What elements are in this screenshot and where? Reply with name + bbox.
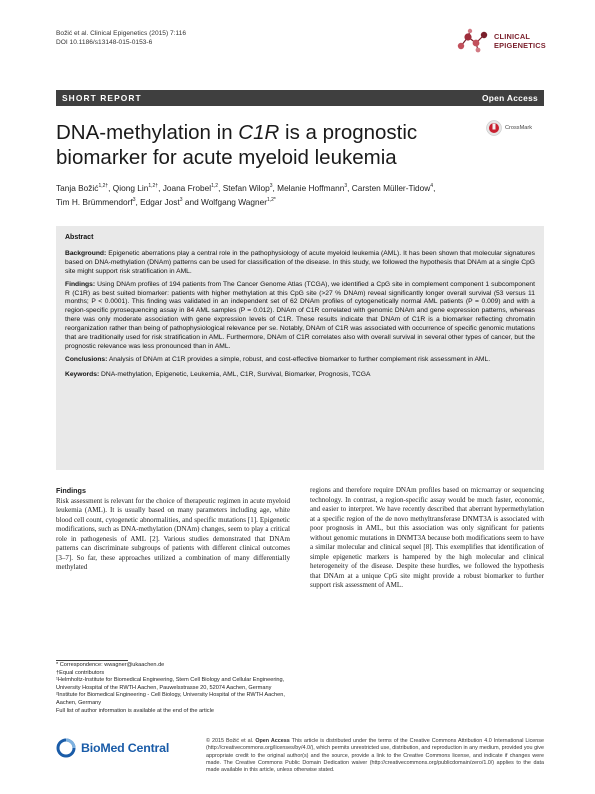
article-title: DNA-methylation in C1R is a prognostic biomarker for acute myeloid leukemia [56, 121, 418, 169]
publisher-logo[interactable] [56, 738, 196, 760]
body-paragraph: Risk assessment is relevant for the choice of therapeutic regimen in acute myeloid leukemia (AML). It is usually based on many parameters including age, white blood cell count, cytogenetic abnormalities, and specific mutations [1]. Epigenetic modifications, such as DNA-methylation (DNAm) changes, seem to play a critical role in pathogenesis of AML [2]. Various studies demonstrated that DNAm patterns can discriminate subgroups of patients with different clinical outcomes [3–7]. So far, these approaches utilized a combination of many differentially methylated [56, 496, 290, 572]
running-header-citation [56, 29, 186, 47]
crossmark-badge[interactable] [486, 120, 542, 140]
full-author-list-note: Full list of author information is available at the end of the article [56, 707, 214, 714]
body-column-right [310, 486, 544, 591]
equal-contrib-note: †Equal contributors [56, 669, 105, 676]
abstract-conclusions: Conclusions: Analysis of DNAm at C1R provides a simple, robust, and cost-effective biomarker to further complement risk assessment in AML. [65, 355, 491, 363]
abstract-background: Background: Epigenetic aberrations play a central role in the pathophysiology of acute myeloid leukemia (AML). It has been shown that molecular signatures based on DNA-methylation (DNAm) patterns can be used for classification of the disease. In this study, we followed the hypothesis that DNAm at a single CpG site might support risk stratification in AML. [65, 249, 535, 275]
article-type-band [56, 90, 544, 106]
author: Qiong Lin [112, 182, 149, 193]
journal-molecule-icon [456, 28, 492, 54]
author: Carsten Müller-Tidow [351, 182, 431, 193]
bmc-ring-icon [56, 738, 78, 758]
author: Tim H. Brümmendorf [56, 196, 133, 207]
doi-line: DOI 10.1186/s13148-015-0153-6 [56, 39, 153, 46]
correspondence-note: * Correspondence: wwagner@ukaachen.de [56, 662, 165, 668]
abstract-keywords: Keywords: DNA-methylation, Epigenetic, Leukemia, AML, C1R, Survival, Biomarker, Prognosis, TCGA [65, 370, 371, 378]
author-list: Tanja Božić$^{1,2\dagger}$, Qiong Lin$^{1,2\dagger}$, Joana Frobel$^{1,2}$, Stefan Wilop$^3$, Melanie Hoffmann$^3$, Carsten Müller-Tidow$^4$, Tim H. Brümmendorf$^3$, Edgar Jost$^3$ and Wolfgang Wagner$^{1,2*}$ [56, 182, 436, 207]
abstract-box [56, 226, 544, 470]
crossmark-icon [486, 120, 502, 136]
crossmark-label: CrossMark [505, 125, 533, 131]
article-type-label: SHORT REPORT [62, 93, 142, 103]
body-column-left [56, 486, 290, 573]
license-text: © 2015 Božić et al. Open Access This article is distributed under the terms of the Creative Commons Attribution 4.0 International License (http://creativecommons.org/licenses/by/4.0/), which permits unrestricted use, distribution, and reproduction in any medium, provided you give appropriate credit to the original author(s) and the source, provide a link to the Creative Commons license, and indicate if changes were made. The Creative Commons Public Domain Dedication waiver (http://creativecommons.org/publicdomain/zero/1.0/) applies to the data made available in this article, unless otherwise stated. [206, 738, 544, 774]
journal-logo[interactable] [456, 28, 546, 56]
abstract-findings: Findings: Using DNAm profiles of 194 patients from The Cancer Genome Atlas (TCGA), we identified a CpG site in complement component 1 subcomponent R (C1R) as best suited biomarker: patients with higher methylation at this CpG site (>27 % DNAm) reveal significantly longer overall survival (53 versus 11 months; P < 0.0001). This finding was validated in an independent set of 62 DNAm profiles of cytogenetically normal AML patients (P = 0.009) and with a region-specific pyrosequencing assay in 84 AML samples (P = 0.012). DNAm of C1R correlated with genomic DNAm and gene expression patterns, whereas there was only moderate association with gene expression levels of C1R. These results indicate that DNAm of C1R is a biomarker reflecting chromatin reorganization rather than being of pathophysiological relevance per se. Notably, DNAm of C1R was associated with occurrence of specific genomic mutations that are traditionally used for risk stratification in AML. Furthermore, DNAm of C1R correlates also with overall survival in several other types of cancer, but the prognostic relevance was less pronounced than in AML. [65, 280, 535, 350]
author: Joana Frobel [162, 182, 212, 193]
footnotes [56, 662, 290, 715]
section-heading-findings: Findings [56, 486, 86, 495]
affiliation-1: ¹Helmholtz-Institute for Biomedical Engineering, Stem Cell Biology and Cellular Engineering, University Hospital of the RWTH Aachen, Pauwelsstrasse 20, 52074 Aachen, Germany [56, 677, 285, 691]
open-access-label: Open Access [481, 93, 538, 103]
footnote-rule [56, 660, 128, 661]
publisher-name: BioMed Central [81, 741, 170, 755]
author: Stefan Wilop [222, 182, 270, 193]
abstract-heading: Abstract [65, 234, 94, 241]
author: Edgar Jost [140, 196, 180, 207]
journal-name: CLINICAL EPIGENETICS [494, 32, 546, 50]
author: Tanja Božić [56, 182, 99, 193]
citation-line: Božić et al. Clinical Epigenetics (2015) 7:116 [56, 30, 186, 37]
affiliation-2: ²Institute for Biomedical Engineering - Cell Biology, University Hospital of the RWTH Aachen, Aachen, Germany [56, 692, 285, 706]
author: Melanie Hoffmann [277, 182, 345, 193]
author: Wolfgang Wagner [201, 196, 267, 207]
body-paragraph: regions and therefore require DNAm profiles based on microarray or sequencing technology. In contrast, a region-specific assay would be much faster, economic, and easier to interpret. We have recently described that aberrant hypermethylation at a specific region of the de novo methyltransferase DNMT3A is associated with poor prognosis in AML, but this association was only significant for patients without genomic mutations in DNMT3A because both modifications seem to have a similar molecular and clinical sequel [8]. This exemplifies that identification of simple epigenetic markers is hampered by the high molecular and clinical heterogeneity of the disease. Despite these hurdles, we followed the hypothesis that DNAm at a unique CpG site might provide a robust biomarker to further support risk assessment of AML. [310, 486, 544, 590]
